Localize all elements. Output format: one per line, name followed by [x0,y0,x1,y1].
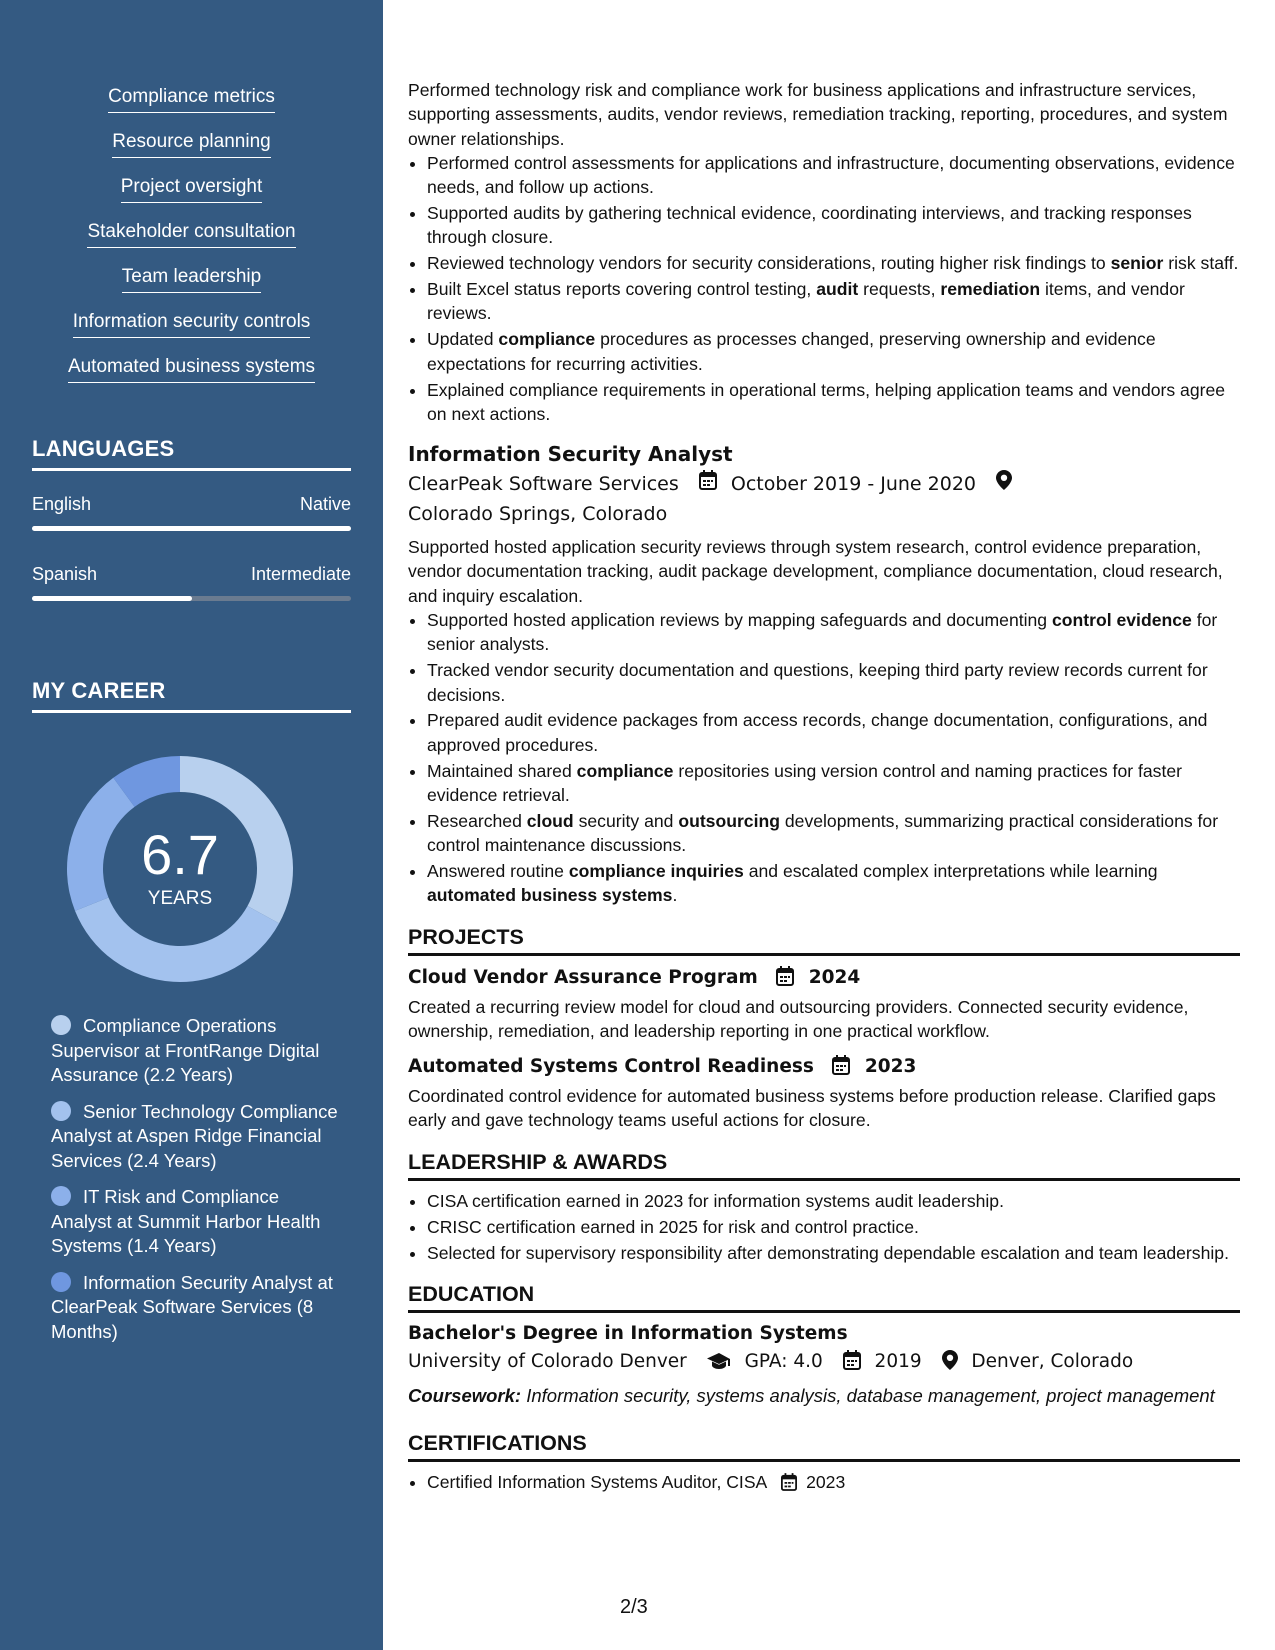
skill-item: Stakeholder consultation [87,221,295,248]
bullet-text: requests, [858,279,941,300]
bullet-text: Supported hosted application reviews by mapping safeguards and documenting [427,610,1052,631]
bullet-item [427,151,1240,200]
language-proficiency-bar [32,526,351,531]
location-pin-icon [942,1350,958,1380]
awards-heading: LEADERSHIP & AWARDS [408,1149,1240,1181]
language-name: Spanish [32,564,98,584]
language-proficiency-fill [32,596,192,601]
sidebar [0,0,383,1650]
legend-dot [51,1272,71,1292]
skill-item: Compliance metrics [108,86,275,113]
bullet-text: Explained compliance requirements in operational terms, helping application teams and vendors agree on next actions. [427,379,1226,424]
language-name: English [32,494,92,514]
language-level: Intermediate [250,564,351,584]
graduation-cap-icon [707,1350,731,1380]
coursework-label: Coursework: [408,1384,522,1406]
career-total-number: 6.7 [141,823,219,886]
job-meta [408,468,1240,529]
bullet-text: risk staff. [1163,253,1239,274]
award-item: • CISA certification earned in 2023 for information systems audit leadership. [427,1189,1240,1213]
awards-list [408,1189,1240,1265]
bullet-text: procedures as processes changed, preserving ownership and evidence expectations for recurring activities. [427,329,1156,374]
bold-keyword: compliance inquiries [568,860,744,881]
bullet-item [427,277,1240,326]
bullet-text: Updated [427,329,499,350]
certifications-heading: CERTIFICATIONS [408,1430,1240,1462]
project-title [408,964,1240,995]
language-proficiency-bar [32,596,351,601]
bullet-item [427,658,1240,707]
bullet-item [427,201,1240,250]
career-total-unit: YEARS [147,888,213,909]
project-name: Cloud Vendor Assurance Program [408,966,758,988]
bullet-text: and escalated complex interpretations while learning [743,860,1158,881]
bullet-text: Maintained shared [427,760,577,781]
bullet-text: items, and vendor reviews. [427,279,1185,324]
graduation-year: 2019 [874,1350,922,1372]
calendar-icon [776,966,794,995]
bullet-text: Prepared audit evidence packages from access records, change documentation, configurations, and approved procedures. [427,710,1208,755]
job-title: Information Security Analyst [408,442,733,467]
project-name: Automated Systems Control Readiness [408,1056,814,1078]
degree-title: Bachelor's Degree in Information Systems [408,1322,848,1344]
job-summary: Supported hosted application security reviews through system research, control evidence preparation, vendor documentation tracking, audit package development, compliance documentation, cloud research, and inquiry escalation. [408,537,1223,606]
projects-heading: PROJECTS [408,924,1240,956]
gpa: GPA: 4.0 [744,1350,823,1372]
skill-item: Automated business systems [68,356,315,383]
bold-keyword: control evidence [1051,610,1192,631]
certification-item [427,1470,1240,1497]
languages-heading: LANGUAGES [32,436,351,471]
skill-item: Project oversight [121,176,263,203]
certification-name: Certified Information Systems Auditor, CISA [427,1471,767,1492]
job-dates: October 2019 - June 2020 [730,472,976,495]
project-year: 2024 [808,966,861,988]
project-description: Coordinated control evidence for automated business systems before production release. Clarified gaps early and gave technology teams useful actions for closure. [408,1086,1216,1131]
bullet-item [427,327,1240,376]
bullet-text: Reviewed technology vendors for security considerations, routing higher risk findings to [427,253,1111,274]
bullet-text: Researched [427,810,527,831]
location-pin-icon [996,469,1012,499]
coursework-text: Information security, systems analysis, database management, project management [526,1384,1215,1406]
education-heading: EDUCATION [408,1281,1240,1313]
skill-item: Team leadership [122,266,261,293]
bold-keyword: automated business systems [427,885,673,906]
career-item [51,1100,341,1174]
project-description: Created a recurring review model for cloud and outsourcing providers. Connected security evidence, ownership, remediation, and leadership reporting in one practical workflow. [408,996,1189,1041]
bullet-item [427,859,1240,908]
bold-keyword: outsourcing [678,810,780,831]
bullet-text: Answered routine [427,860,569,881]
bullet-text: security and [573,810,679,831]
certifications-list [408,1470,1240,1497]
bullet-item [427,608,1240,657]
career-item-text: Information Security Analyst at ClearPeak Software Services (8 Months) [51,1271,333,1342]
skill-item: Information security controls [73,311,311,338]
bold-keyword: compliance [576,760,674,781]
bullet-text: Tracked vendor security documentation and questions, keeping third party review records current for decisions. [427,660,1208,705]
bullet-text: . [672,885,678,906]
job-location: Colorado Springs, Colorado [408,503,668,526]
coursework [408,1384,1240,1408]
skills-list [0,86,383,401]
career-item-text: Compliance Operations Supervisor at FrontRange Digital Assurance (2.2 Years) [51,1015,320,1085]
job-bullets [408,151,1240,426]
page-number: 2/3 [620,1596,648,1618]
bold-keyword: audit [816,279,859,300]
career-item [51,1014,341,1088]
bullet-text: Supported audits by gathering technical evidence, coordinating interviews, and tracking responses through closure. [427,203,1192,248]
project-title [408,1053,1240,1084]
calendar-icon [781,1473,797,1497]
bullet-text: for senior analysts. [427,610,1218,655]
bullet-item [427,759,1240,808]
education-meta [408,1347,1240,1380]
bullet-text: Performed control assessments for applications and infrastructure, documenting observations, evidence needs, and follow up actions. [427,152,1235,198]
school-name: University of Colorado Denver [408,1350,687,1372]
calendar-icon [832,1055,850,1084]
bold-keyword: cloud [526,810,574,831]
career-total [66,755,294,983]
certification-year: 2023 [806,1471,846,1492]
bullet-text: developments, summarizing practical considerations for control maintenance discussions. [427,810,1219,856]
job-bullets [408,608,1240,908]
career-item-text: IT Risk and Compliance Analyst at Summit Harbor Health Systems (1.4 Years) [51,1186,321,1256]
career-item [51,1271,341,1345]
calendar-icon [843,1350,861,1380]
career-list [51,1014,341,1356]
bold-keyword: remediation [940,279,1041,300]
main-content [408,78,1240,1499]
bullet-text: Built Excel status reports covering control testing, [427,279,817,300]
award-item: • CRISC certification earned in 2025 for risk and control practice. [427,1215,1240,1239]
award-item: • Selected for supervisory responsibility after demonstrating dependable escalation and team leadership. [427,1241,1240,1265]
education-location: Denver, Colorado [971,1350,1134,1372]
calendar-icon [699,469,717,499]
language-proficiency-fill [32,526,351,531]
bullet-item [427,708,1240,757]
bold-keyword: compliance [498,329,596,350]
career-item [51,1185,341,1259]
bold-keyword: senior [1110,253,1164,274]
job-summary: Performed technology risk and compliance work for business applications and infrastructure services, supporting assessments, audits, vendor reviews, remediation tracking, reporting, procedures, and system owner relationships. [408,80,1228,149]
career-heading: MY CAREER [32,678,351,713]
bullet-text: repositories using version control and naming practices for faster evidence retrieval. [427,760,1182,805]
bullet-item [427,809,1240,858]
legend-dot [51,1015,71,1035]
language-level: Native [299,494,351,514]
bullet-item [427,378,1240,427]
project-year: 2023 [864,1056,917,1078]
career-item-text: Senior Technology Compliance Analyst at Aspen Ridge Financial Services (2.4 Years) [51,1100,338,1171]
legend-dot [51,1186,71,1206]
bullet-item [427,251,1240,275]
skill-item: Resource planning [112,131,270,158]
legend-dot [51,1101,71,1121]
company-name: ClearPeak Software Services [408,472,679,495]
